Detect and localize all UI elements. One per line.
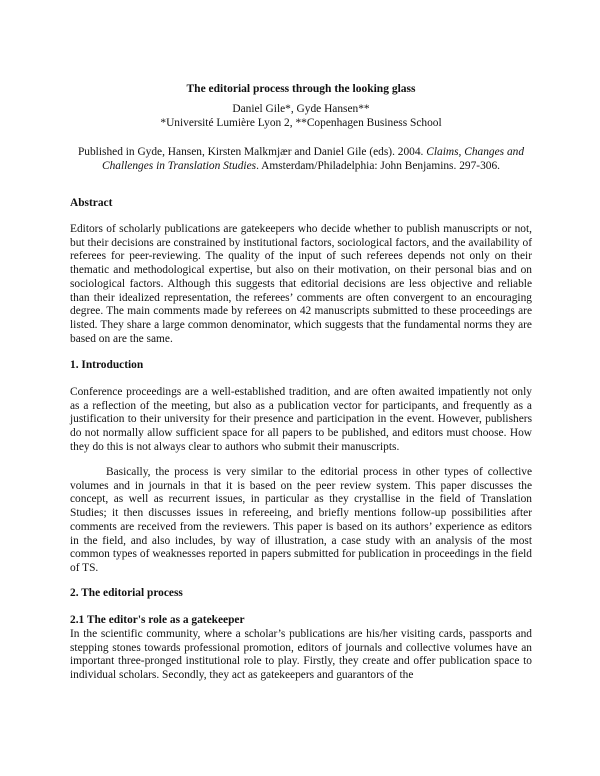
book-title: Claims, Changes and Challenges in Translation Studies (101, 146, 525, 172)
section-2-heading: 2. The editorial process (70, 587, 183, 599)
section-2-1-heading: 2.1 The editor's role as a gatekeeper (70, 614, 245, 626)
abstract-heading: Abstract (70, 197, 113, 209)
section-2-1-paragraph-1: In the scientific community, where a scholar’s publications are his/her visiting cards, passports and stepping stones towards professional promotion, editors of journals and collective volumes have an important three-pronged institutional role to play. Firstly, they create and offer publication space to individual scholars. Secondly, they act as gatekeepers and guarantors of the (70, 628, 532, 682)
abstract-text: Editors of scholarly publications are gatekeepers who decide whether to publish manuscripts or not, but their decisions are constrained by institutional factors, sociological factors, and the availability of referees for peer-reviewing. The quality of the input of such referees depends not only on their thematic and methodological expertise, but also on their motivation, on their personal bias and on sociological factors. Although this suggests that editorial decisions are less objective and reliable than their idealized representation, the referees’ comments are often convergent to an encouraging degree. The main comments made by referees on 42 manuscripts submitted to these proceedings are listed. They share a large common denominator, which suggests that the fundamental norms they are based on are the same. (70, 223, 532, 345)
section-1-heading: 1. Introduction (70, 359, 144, 371)
publication-info (70, 146, 532, 173)
publication-prefix: Published in Gyde, Hansen, Kirsten Malkmjær and Daniel Gile (eds). 2004. (77, 146, 427, 158)
publication-suffix: . Amsterdam/Philadelphia: John Benjamins. 297-306. (256, 159, 501, 172)
author-block (70, 102, 532, 130)
authors-line: Daniel Gile*, Gyde Hansen** (232, 103, 370, 115)
paper-title: The editorial process through the looking glass (186, 83, 416, 95)
section-1-paragraph-2: Basically, the process is very similar to the editorial process in other types of collective volumes and in journals in that it is based on the peer review system. This paper discusses the concept, as well as recurrent issues, in particular as they crystallise in the field of Translation Studies; it then discusses issues in refereeing, and briefly mentions follow-up possibilities after comments are received from the reviewers. This paper is based on its authors’ experience as editors in the field, and also includes, by way of illustration, a case study with an analysis of the most common types of weaknesses reported in papers submitted for publication in proceedings in the field of TS. (70, 466, 532, 574)
section-1-paragraph-1: Conference proceedings are a well-established tradition, and are often awaited impatiently not only as a reflection of the meeting, but also as a publication vector for participants, and frequently as a justification to their university for their presence and participation in the event. However, publishers do not normally allow sufficient space for all papers to be published, and editors must choose. How they do this is not always clear to authors who submit their manuscripts. (70, 386, 532, 453)
affiliations-line: *Université Lumière Lyon 2, **Copenhagen Business School (160, 117, 442, 129)
